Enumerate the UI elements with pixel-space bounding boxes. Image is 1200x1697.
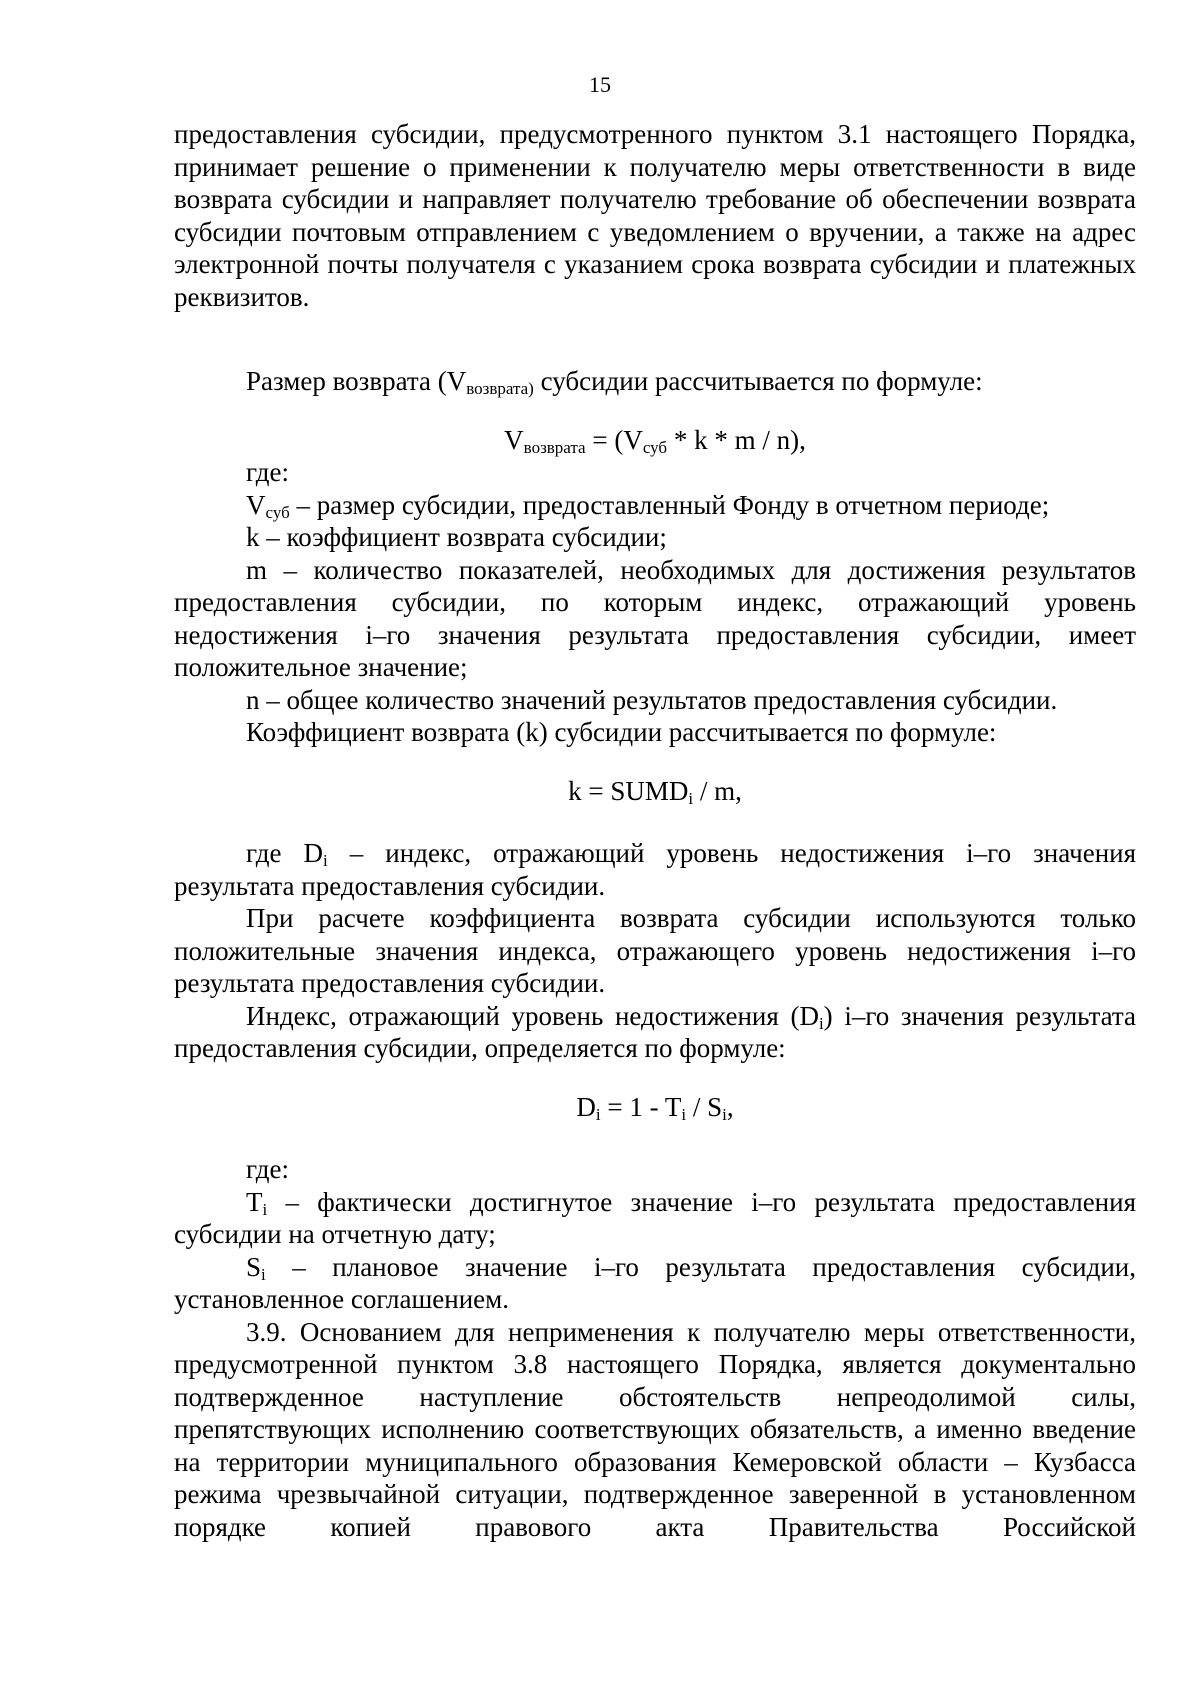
subscript: i <box>818 1013 824 1033</box>
formula-var-v: V <box>504 424 524 455</box>
text-fragment: T <box>246 1186 263 1217</box>
text-fragment: где D <box>246 838 323 868</box>
text-fragment: Размер возврата (V <box>246 366 467 396</box>
text-fragment: – индекс, отражающий уровень недостижения i–го значения результата предоставления субсидии. <box>174 838 1137 901</box>
spacer <box>174 1123 1136 1153</box>
page-number: 15 <box>589 72 611 97</box>
formula-text: * k * m / n), <box>667 424 806 455</box>
text-fragment: – плановое значение i–го результата предоставления субсидии, установленное соглашением. <box>174 1251 1136 1314</box>
definition-k: k – коэффициент возврата субсидии; <box>246 522 667 552</box>
text-fragment: – размер субсидии, предоставленный Фонду в отчетном периоде; <box>289 489 1050 520</box>
paragraph-calculation: При расчете коэффициента возврата субсидии используются только положительные значения индекса, отражающего уровень недостижения i–го результата предоставления субсидии. <box>174 903 1136 998</box>
formula-text: , <box>726 1091 734 1122</box>
definition-vsub <box>174 489 1136 522</box>
definition-si <box>174 1251 1136 1316</box>
spacer <box>174 398 1136 424</box>
subscript: i <box>688 788 694 808</box>
subscript: i <box>262 1199 268 1219</box>
document-body <box>174 118 1136 1543</box>
text-fragment: S <box>246 1251 262 1282</box>
subscript: i <box>681 1104 687 1124</box>
formula-text: k = SUMD <box>568 775 689 806</box>
text-fragment: субсидии рассчитывается по формуле: <box>533 366 983 396</box>
subscript: возврата <box>523 437 586 457</box>
formula-text: / S <box>686 1091 723 1122</box>
subscript: i <box>595 1104 601 1124</box>
paragraph-refund-decision: предоставления субсидии, предусмотренного пунктом 3.1 настоящего Порядка, принимает решение о применении к получателю меры ответственности в виде возврата субсидии и направляет получателю требование об обеспечении возврата субсидии почтовым отправлением с уведомлением о вручении, а также на адрес электронной почты получателя с указанием срока возврата субсидии и платежных реквизитов. <box>174 119 1136 312</box>
formula-text: = 1 - T <box>600 1091 682 1122</box>
subscript: возврата) <box>466 379 534 398</box>
formula-text: / m, <box>693 775 742 806</box>
where-label: где: <box>246 457 289 487</box>
spacer <box>174 1065 1136 1091</box>
formula-index <box>174 1091 1136 1124</box>
definition-ti <box>174 1186 1136 1251</box>
where-label: где: <box>246 1154 289 1184</box>
subscript: i <box>722 1104 727 1124</box>
text-fragment: ) i–го значения результата предоставления субсидии, определяется по формуле: <box>174 1000 1136 1063</box>
subscript: i <box>261 1264 266 1284</box>
subscript: суб <box>642 437 668 457</box>
formula-text: = (V <box>585 424 643 455</box>
subscript: i <box>323 851 328 870</box>
formula-text: D <box>576 1091 596 1122</box>
spacer <box>174 313 1136 365</box>
spacer <box>174 807 1136 837</box>
text-fragment: Индекс, отражающий уровень недостижения (D <box>246 1000 819 1031</box>
coefficient-intro: Коэффициент возврата (k) субсидии рассчитывается по формуле: <box>246 717 997 747</box>
text-fragment: – фактически достигнутое значение i–го результата предоставления субсидии на отчетную дату; <box>174 1186 1136 1249</box>
text-fragment: V <box>246 489 266 520</box>
definition-di <box>174 837 1136 902</box>
formula-refund <box>174 424 1136 457</box>
subscript: суб <box>265 502 290 522</box>
definition-m: m – количество показателей, необходимых для достижения результатов предоставления субсидии, по которым индекс, отражающий уровень недостижения i–го значения результата предоставления субсидии, имеет положительное значение; <box>174 554 1136 682</box>
formula-coefficient <box>174 775 1136 808</box>
spacer <box>174 749 1136 775</box>
refund-size-intro <box>174 365 1136 398</box>
paragraph-3-9: 3.9. Основанием для неприменения к получателю меры ответственности, предусмотренной пунктом 3.8 настоящего Порядка, является документально подтвержденное наступление обстоятельств непреодолимой силы, препятствующих исполнению соответствующих обязательств, а именно введение на территории муниципального образования Кемеровской области – Кузбасса режима чрезвычайной ситуации, подтвержденное заверенной в установленном порядке копией правового акта Правительства Российской <box>174 1316 1136 1542</box>
definition-n: n – общее количество значений результатов предоставления субсидии. <box>246 684 1058 715</box>
index-intro <box>174 1000 1136 1065</box>
